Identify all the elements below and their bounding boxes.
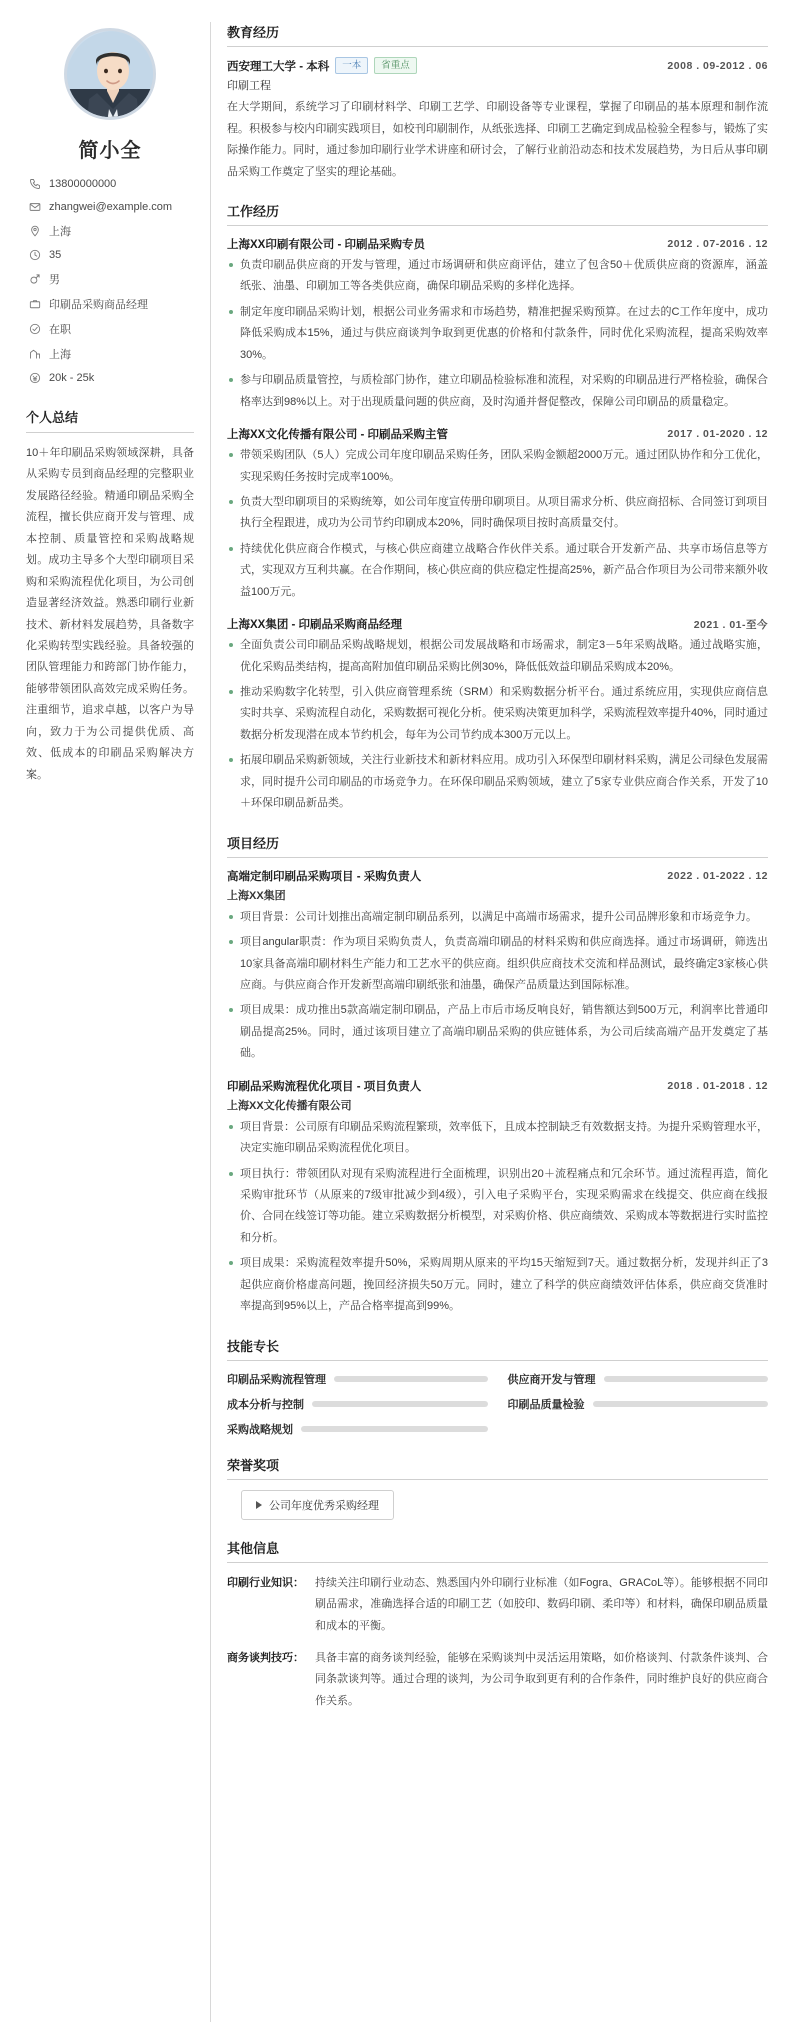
contact-text: zhangwei@example.com	[49, 201, 173, 213]
contact-row-phone	[28, 177, 194, 191]
skill-item	[227, 1396, 488, 1412]
education-date: 2008 . 09-2012 . 06	[667, 59, 768, 72]
work-date: 2017 . 01-2020 . 12	[667, 428, 768, 441]
project-name: 印刷品采购流程优化项目 - 项目负责人	[227, 1080, 422, 1093]
avatar	[64, 28, 156, 120]
summary-title: 个人总结	[26, 407, 194, 433]
education-tag-benke: 一本	[335, 57, 368, 74]
list-item: 全面负责公司印刷品采购战略规划，根据公司发展战略和市场需求，制定3－5年采购战略。通过战略实施，优化采购品类结构，提高高附加值印刷品采购比例30%，降低低效益印刷品采购成本20%。	[227, 635, 768, 678]
briefcase-icon	[28, 297, 42, 311]
education-entry	[227, 57, 768, 183]
honor-item[interactable]	[241, 1490, 394, 1520]
list-item: 项目angular职责：作为项目采购负责人，负责高端印刷品的材料采购和供应商选择。通过市场调研，筛选出10家具备高端印刷材料生产能力和工艺水平的供应商。组织供应商技术交流和样品测试，最终确定3家核心供应商。与供应商合作开发新型高端印刷纸张和油墨，确保产品质量达到国际标准。	[227, 932, 768, 996]
skill-bar	[593, 1401, 769, 1407]
other-info-section	[227, 1538, 768, 1713]
projects-title: 项目经历	[227, 833, 768, 858]
contact-text: 13800000000	[49, 178, 117, 190]
email-icon	[28, 200, 42, 214]
project-bullets	[227, 1117, 768, 1318]
skill-label: 印刷品采购流程管理	[227, 1373, 326, 1386]
skills-title: 技能专长	[227, 1336, 768, 1361]
column-divider	[210, 22, 211, 2022]
contact-row-location	[28, 223, 194, 239]
education-tag-key: 省重点	[374, 57, 417, 74]
list-item: 项目成果：成功推出5款高端定制印刷品，产品上市后市场反响良好，销售额达到500万元，利润率比普通印刷品提高25%。同时，通过该项目建立了高端印刷品采购的供应链体系，为公司后续高端产品开发奠定了基础。	[227, 1000, 768, 1064]
right-column	[227, 22, 768, 2022]
work-entry-head	[227, 616, 768, 632]
project-date: 2018 . 01-2018 . 12	[667, 1079, 768, 1092]
education-title: 教育经历	[227, 22, 768, 47]
skill-item	[227, 1371, 488, 1387]
honors-title: 荣誉奖项	[227, 1455, 768, 1480]
other-info-label: 商务谈判技巧：	[227, 1651, 304, 1664]
skill-bar	[301, 1426, 488, 1432]
gender-icon	[28, 272, 42, 286]
skill-item	[508, 1371, 769, 1387]
education-entry-head	[227, 57, 768, 74]
left-column	[26, 22, 208, 2022]
work-company: 上海XX文化传播有限公司 - 印刷品采购主管	[227, 429, 449, 442]
contact-text: 上海	[49, 226, 71, 238]
list-item: 项目成果：采购流程效率提升50%，采购周期从原来的平均15天缩短到7天。通过数据分析，发现并纠正了3起供应商价格虚高问题，挽回经济损失50万元。同时，建立了科学的供应商绩效评估体系，供应商交货准时率提高到95%以上，产品合格率提高到99%。	[227, 1253, 768, 1317]
salary-icon	[28, 371, 42, 385]
work-entry-head	[227, 426, 768, 442]
contact-row-gender	[28, 271, 194, 287]
contact-row-age	[28, 248, 194, 262]
project-date: 2022 . 01-2022 . 12	[667, 869, 768, 882]
work-title: 工作经历	[227, 201, 768, 226]
contact-text: 上海	[49, 349, 71, 361]
other-info-row	[227, 1573, 768, 1637]
projects-section	[227, 833, 768, 1318]
other-info-text: 持续关注印刷行业动态、熟悉国内外印刷行业标准（如Fogra、GRACoL等）。能够根据不同印刷品需求，准确选择合适的印刷工艺（如胶印、数码印刷、柔印等）和材料，确保印刷品质量和成本的平衡。	[315, 1576, 768, 1632]
project-company: 上海XX文化传播有限公司	[227, 1099, 352, 1112]
location-icon	[28, 224, 42, 238]
other-info-title: 其他信息	[227, 1538, 768, 1563]
work-bullets	[227, 635, 768, 815]
list-item: 项目执行：带领团队对现有采购流程进行全面梳理，识别出20＋流程痛点和冗余环节。通过流程再造，简化采购审批环节（从原来的7级审批减少到4级），引入电子采购平台，实现采购需求在线提交、供应商在线报价、合同在线签订等功能。建立采购数据分析模型，对采购价格、供应商绩效、采购成本等数据进行实时监控和分析。	[227, 1164, 768, 1250]
skill-label: 成本分析与控制	[227, 1398, 304, 1411]
skill-label: 印刷品质量检验	[507, 1398, 585, 1411]
project-entry	[227, 868, 768, 1065]
list-item: 带领采购团队（5人）完成公司年度印刷品采购任务，团队采购金额超2000万元。通过团队协作和分工优化，实现采购任务按时完成率100%。	[227, 445, 768, 488]
honors-section	[227, 1455, 768, 1520]
work-company: 上海XX印刷有限公司 - 印刷品采购专员	[227, 239, 426, 252]
work-date: 2021 . 01-至今	[693, 618, 768, 631]
list-item: 参与印刷品质量管控，与质检部门协作，建立印刷品检验标准和流程，对采购的印刷品进行严格检验，确保合格率达到98%以上。对于出现质量问题的供应商，及时沟通并督促整改，保障公司印刷品的质量稳定。	[227, 370, 768, 413]
project-entry-head	[227, 1078, 768, 1094]
education-school: 西安理工大学 - 本科	[227, 60, 330, 73]
project-entry-head	[227, 868, 768, 884]
contact-text: 印刷品采购商品经理	[49, 299, 148, 311]
contact-row-salary	[28, 371, 194, 385]
skill-bar	[312, 1401, 488, 1407]
list-item: 拓展印刷品采购新领域，关注行业新技术和新材料应用。成功引入环保型印刷材料采购，满足公司绿色发展需求，同时提升公司印刷品的市场竞争力。在环保印刷品采购领域，建立了5家专业供应商合作关系，开发了10＋环保印刷品新品类。	[227, 750, 768, 814]
play-triangle-icon	[256, 1501, 262, 1509]
work-bullets	[227, 255, 768, 413]
age-icon	[28, 248, 42, 262]
summary-text: 10＋年印刷品采购领域深耕，具备从采购专员到商品经理的完整职业发展路径经验。精通印刷品采购全流程，擅长供应商开发与管理、成本控制、质量管控和采购战略规划。成功主导多个大型印刷项目采购和采购流程优化项目，为公司创造显著经济效益。熟悉印刷行业新技术、新材料发展趋势，具备数字化采购转型实践经验。具备较强的团队管理能力和跨部门协作能力，能够带领团队高效完成采购任务。注重细节，追求卓越，以客户为导向，致力于为公司提供优质、高效、低成本的印刷品采购解决方案。	[26, 447, 194, 781]
project-company: 上海XX集团	[227, 889, 286, 902]
skill-bar	[334, 1376, 488, 1382]
work-entry	[227, 236, 768, 413]
work-company: 上海XX集团 - 印刷品采购商品经理	[227, 619, 403, 632]
list-item: 负责印刷品供应商的开发与管理，通过市场调研和供应商评估，建立了包含50＋优质供应商的资源库，涵盖纸张、油墨、印刷加工等各类供应商，确保印刷品采购的多样化选择。	[227, 255, 768, 298]
work-entry	[227, 426, 768, 603]
education-desc: 在大学期间，系统学习了印刷材料学、印刷工艺学、印刷设备等专业课程，掌握了印刷品的基本原理和制作流程。积极参与校内印刷实践项目，如校刊印刷制作，从纸张选择、印刷工艺确定到成品检验全程参与，锻炼了实际操作能力。同时，通过参加印刷行业学术讲座和研讨会，了解行业前沿动态和技术发展趋势，为日后从事印刷品采购工作奠定了坚实的理论基础。	[227, 101, 768, 178]
contact-text: 20k - 25k	[49, 372, 95, 384]
page-title: 简小全	[78, 140, 142, 162]
contact-info-list	[26, 177, 194, 385]
education-section	[227, 22, 768, 183]
contact-text: 男	[49, 274, 60, 286]
work-bullets	[227, 445, 768, 603]
list-item: 负责大型印刷项目的采购统筹，如公司年度宣传册印刷项目。从项目需求分析、供应商招标、合同签订到项目执行全程跟进，成功为公司节约印刷成本20%，同时确保项目按时高质量交付。	[227, 492, 768, 535]
list-item: 项目背景：公司原有印刷品采购流程繁琐，效率低下，且成本控制缺乏有效数据支持。为提升采购管理水平，决定实施印刷品采购流程优化项目。	[227, 1117, 768, 1160]
work-entry-head	[227, 236, 768, 252]
education-entry-head-left	[227, 57, 417, 74]
list-item: 制定年度印刷品采购计划，根据公司业务需求和市场趋势，精准把握采购预算。在过去的С工作年度中，成功降低采购成本15%，通过与供应商谈判争取到更优惠的价格和付款条件，同时优化采购流程，提高采购效率30%。	[227, 302, 768, 366]
skill-item	[227, 1421, 488, 1437]
project-name: 高端定制印刷品采购项目 - 采购负责人	[227, 870, 422, 883]
project-bullets	[227, 907, 768, 1065]
honor-label: 公司年度优秀采购经理	[269, 1499, 379, 1512]
contact-row-city	[28, 346, 194, 362]
list-item: 项目背景：公司计划推出高端定制印刷品系列，以满足中高端市场需求，提升公司品牌形象和市场竞争力。	[227, 907, 768, 928]
other-info-row	[227, 1648, 768, 1712]
skill-label: 采购战略规划	[227, 1423, 293, 1436]
summary-section	[26, 407, 194, 786]
contact-row-status	[28, 321, 194, 337]
other-info-text: 具备丰富的商务谈判经验，能够在采购谈判中灵活运用策略，如价格谈判、付款条件谈判、合同条款谈判等。通过合理的谈判，为公司争取到更有利的合作条件，同时维护良好的供应商合作关系。	[315, 1651, 768, 1707]
skill-label: 供应商开发与管理	[507, 1373, 596, 1386]
skills-grid	[227, 1371, 768, 1437]
work-date: 2012 . 07-2016 . 12	[667, 238, 768, 251]
skills-section	[227, 1336, 768, 1437]
work-section	[227, 201, 768, 815]
list-item: 持续优化供应商合作模式，与核心供应商建立战略合作伙伴关系。通过联合开发新产品、共享市场信息等方式，实现双方互利共赢。在合作期间，核心供应商的供应稳定性提高25%，新产品合作项目为公司带来额外收益100万元。	[227, 539, 768, 603]
other-info-label: 印刷行业知识：	[227, 1576, 304, 1589]
avatar-wrap	[26, 28, 194, 120]
status-icon	[28, 322, 42, 336]
phone-icon	[28, 177, 42, 191]
contact-text: 35	[49, 249, 62, 261]
skill-bar	[604, 1376, 769, 1382]
contact-text: 在职	[49, 324, 71, 336]
contact-row-email	[28, 200, 194, 214]
contact-row-position	[28, 296, 194, 312]
portrait-photo-icon	[67, 31, 156, 120]
list-item: 推动采购数字化转型，引入供应商管理系统（SRM）和采购数据分析平台。通过系统应用，实现供应商信息实时共享、采购流程自动化，采购数据可视化分析。使采购决策更加科学，采购流程效率提升40%，同时通过数据分析发现潜在成本节约机会，每年为公司节约成本300万元以上。	[227, 682, 768, 746]
skill-item	[508, 1396, 769, 1412]
education-major: 印刷工程	[227, 80, 271, 93]
work-entry	[227, 616, 768, 815]
city-icon	[28, 347, 42, 361]
project-entry	[227, 1078, 768, 1318]
